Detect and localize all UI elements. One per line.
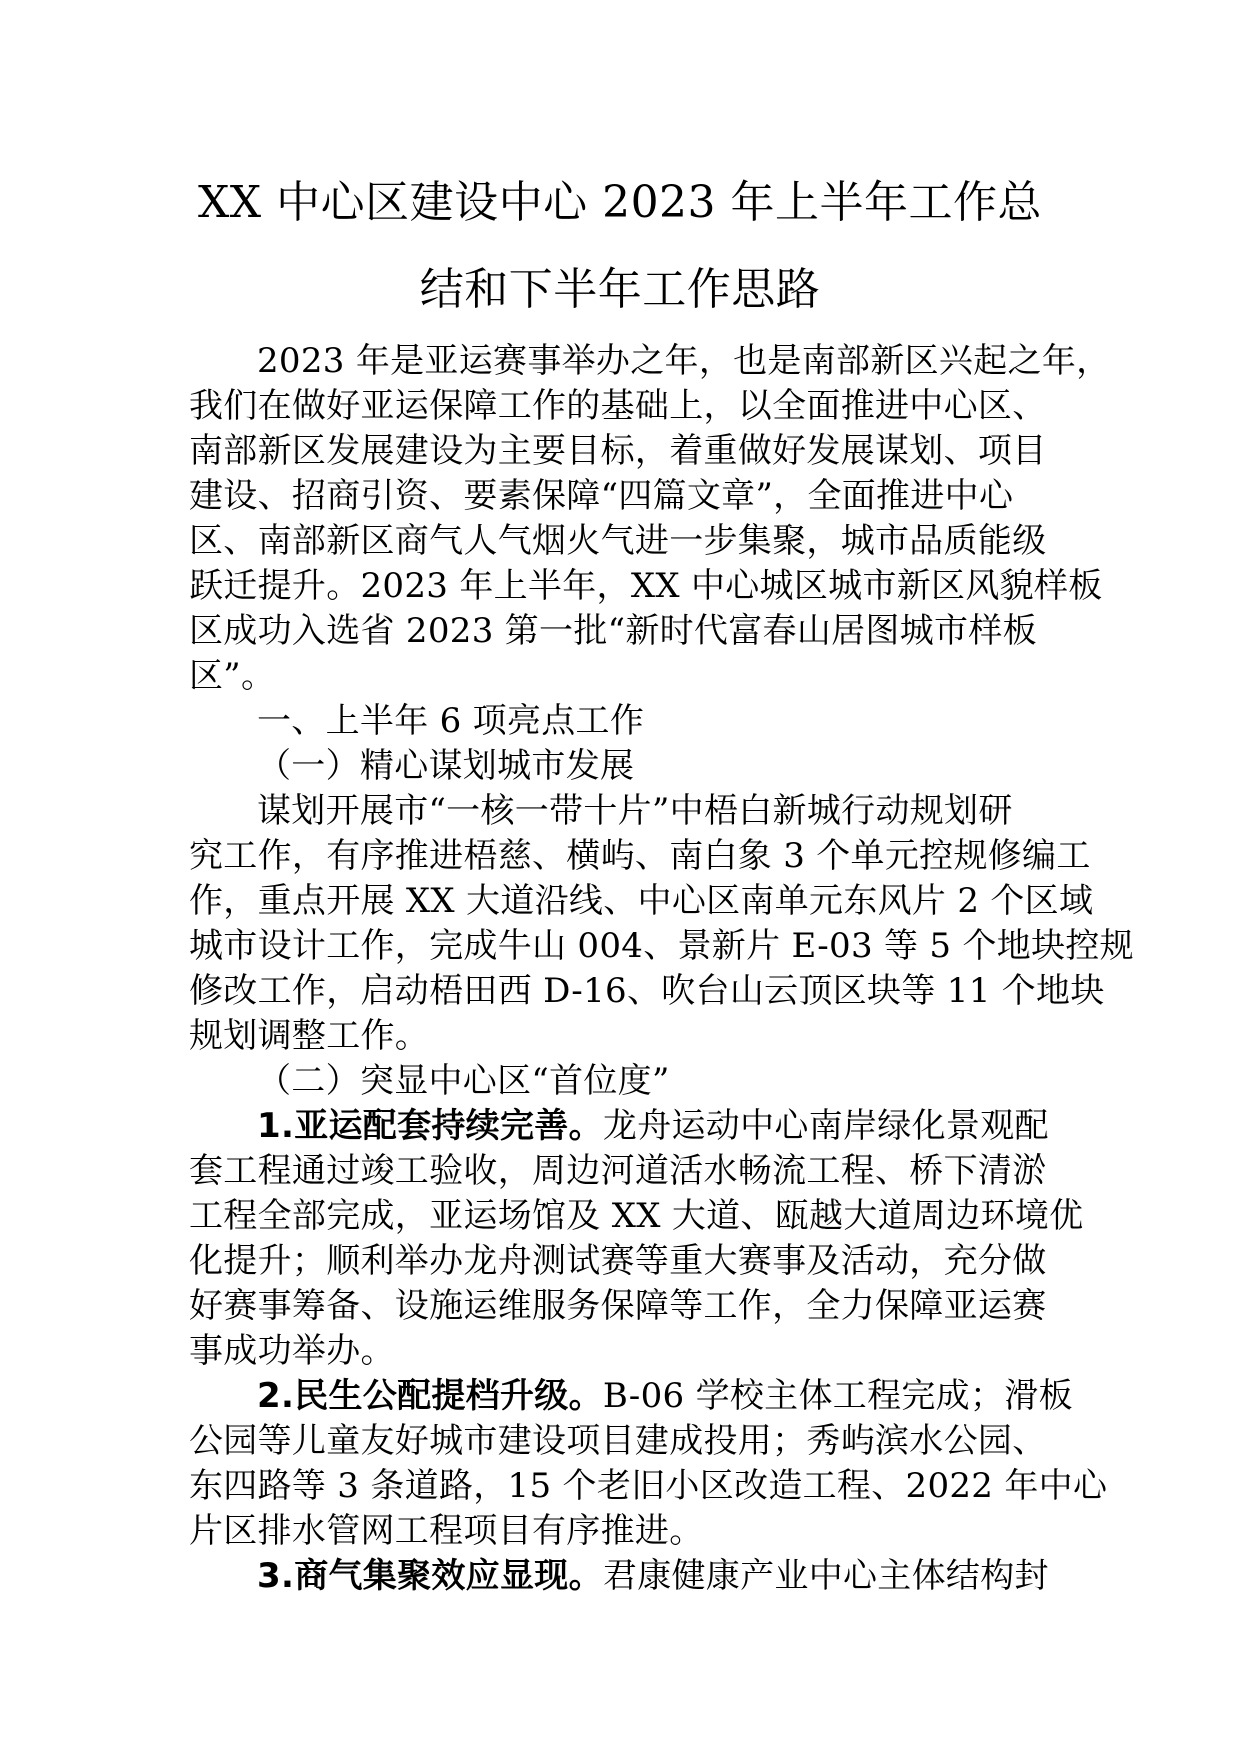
subsection-heading: （二）突显中心区“首位度”	[257, 1061, 670, 1101]
paragraph-line: 南部新区发展建设为主要目标，着重做好发展谋划、项目	[189, 431, 1047, 471]
paragraph-line: 谋划开展市“一核一带十片”中梧白新城行动规划研	[257, 791, 1013, 831]
paragraph-line: 区成功入选省 2023 第一批“新时代富春山居图城市样板	[189, 611, 1037, 651]
paragraph-line: 区”。	[189, 656, 276, 696]
paragraph-line: 工程全部完成，亚运场馆及 XX 大道、瓯越大道周边环境优	[189, 1196, 1084, 1236]
item-text: 龙舟运动中心南岸绿化景观配	[602, 1106, 1049, 1146]
paragraph-line: 作，重点开展 XX 大道沿线、中心区南单元东风片 2 个区域	[189, 881, 1094, 921]
paragraph-line: 事成功举办。	[189, 1331, 395, 1371]
document-title-line-1: XX 中心区建设中心 2023 年上半年工作总	[197, 177, 1043, 228]
paragraph-line: 我们在做好亚运保障工作的基础上，以全面推进中心区、	[189, 386, 1047, 426]
paragraph-line: 套工程通过竣工验收，周边河道活水畅流工程、桥下清淤	[189, 1151, 1047, 1191]
paragraph-line: 好赛事筹备、设施运维服务保障等工作，全力保障亚运赛	[189, 1286, 1047, 1326]
paragraph-line: 究工作，有序推进梧慈、横屿、南白象 3 个单元控规修编工	[189, 836, 1091, 876]
paragraph-line: 东四路等 3 条道路，15 个老旧小区改造工程、2022 年中心	[189, 1466, 1108, 1506]
paragraph-line	[257, 1553, 1127, 1599]
paragraph-line: 公园等儿童友好城市建设项目建成投用；秀屿滨水公园、	[189, 1421, 1047, 1461]
item-text: B-06 学校主体工程完成；滑板	[602, 1376, 1073, 1416]
item-number: 3.	[257, 1556, 295, 1596]
paragraph-line: 规划调整工作。	[189, 1016, 430, 1056]
item-heading: 商气集聚效应显现。	[294, 1556, 603, 1596]
paragraph-line: 跃迁提升。2023 年上半年，XX 中心城区城市新区风貌样板	[189, 566, 1103, 606]
item-heading: 亚运配套持续完善。	[294, 1106, 603, 1146]
paragraph-line: 城市设计工作，完成牛山 004、景新片 E-03 等 5 个地块控规	[189, 926, 1134, 966]
paragraph-line: 2023 年是亚运赛事举办之年，也是南部新区兴起之年，	[257, 341, 1111, 381]
paragraph-line	[257, 1103, 1127, 1149]
paragraph-line	[257, 1373, 1127, 1419]
item-number: 1.	[257, 1106, 295, 1146]
paragraph-line: 片区排水管网工程项目有序推进。	[189, 1511, 704, 1551]
item-number: 2.	[257, 1376, 295, 1416]
paragraph-line: 化提升；顺利举办龙舟测试赛等重大赛事及活动，充分做	[189, 1241, 1047, 1281]
section-heading: 一、上半年 6 项亮点工作	[257, 701, 645, 741]
document-title-line-2: 结和下半年工作思路	[419, 264, 821, 315]
subsection-heading: （一）精心谋划城市发展	[257, 746, 635, 786]
item-heading: 民生公配提档升级。	[294, 1376, 603, 1416]
paragraph-line: 建设、招商引资、要素保障“四篇文章”，全面推进中心	[189, 476, 1014, 516]
paragraph-line: 修改工作，启动梧田西 D-16、吹台山云顶区块等 11 个地块	[189, 971, 1105, 1011]
paragraph-line: 区、南部新区商气人气烟火气进一步集聚，城市品质能级	[189, 521, 1047, 561]
item-text: 君康健康产业中心主体结构封	[602, 1556, 1049, 1596]
